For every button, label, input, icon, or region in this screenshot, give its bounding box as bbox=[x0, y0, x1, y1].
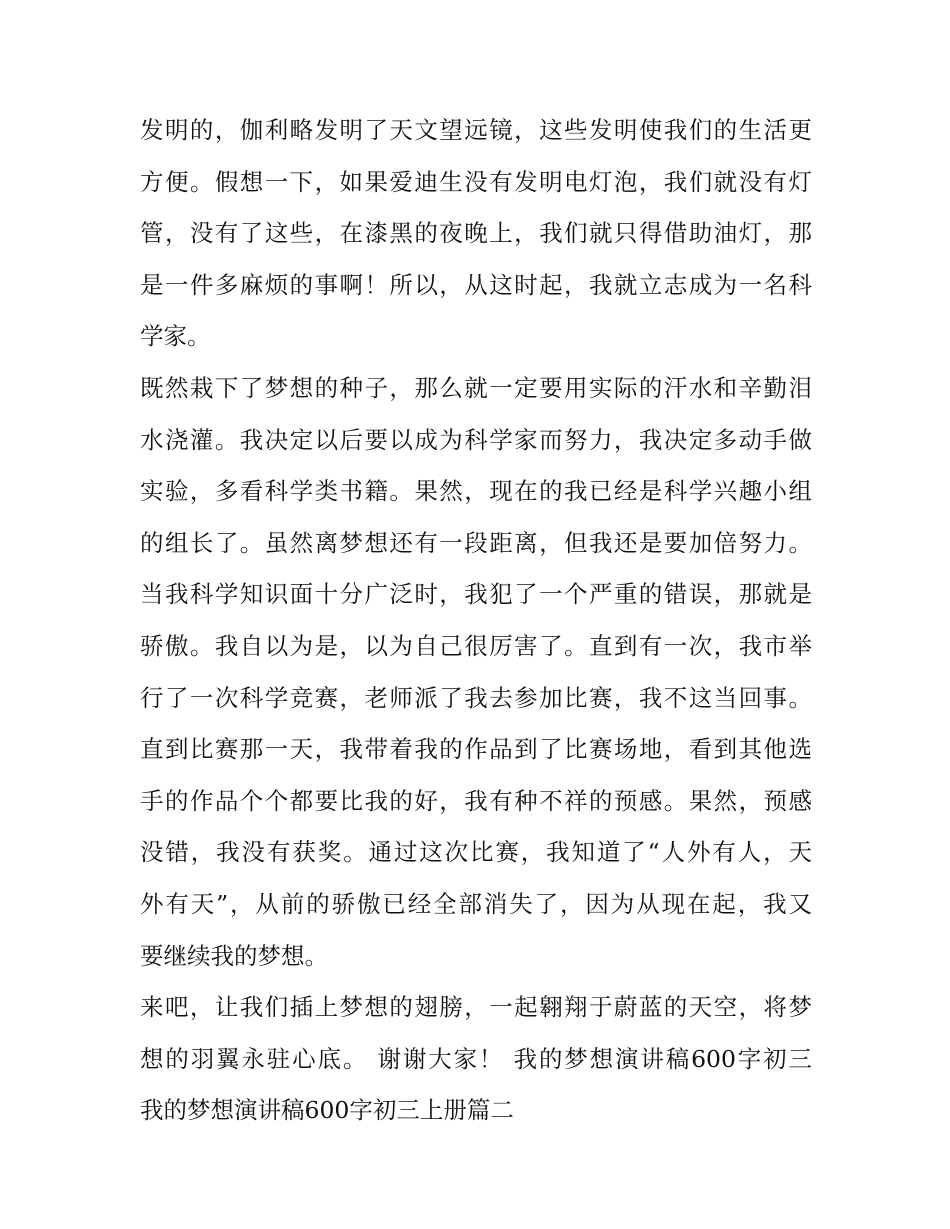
text-line-1: 发明的，伽利略发明了天文望远镜，这些发明使我们的生活更 bbox=[140, 116, 812, 144]
text-line-3: 管，没有了这些，在漆黑的夜晚上，我们就只得借助油灯，那 bbox=[140, 219, 812, 248]
text-line-10: 当我科学知识面十分广泛时，我犯了一个严重的错误，那就是 bbox=[140, 580, 812, 609]
text-line-14: 手的作品个个都要比我的好，我有种不祥的预感。果然，预感 bbox=[140, 786, 812, 815]
text-line-19: 想的羽翼永驻心底。 谢谢大家！ 我的梦想演讲稿600字初三 bbox=[140, 1044, 812, 1073]
text-line-5: 学家。 bbox=[140, 322, 211, 351]
text-line-7: 水浇灌。我决定以后要以成为科学家而努力，我决定多动手做 bbox=[140, 425, 812, 454]
text-line-18: 来吧，让我们插上梦想的翅膀，一起翱翔于蔚蓝的天空，将梦 bbox=[140, 993, 812, 1022]
text-line-13: 直到比赛那一天，我带着我的作品到了比赛场地，看到其他选 bbox=[140, 735, 812, 764]
body-text bbox=[140, 108, 820, 1140]
text-line-16: 外有天”，从前的骄傲已经全部消失了，因为从现在起，我又 bbox=[140, 889, 812, 918]
text-line-8: 实验，多看科学类书籍。果然，现在的我已经是科学兴趣小组 bbox=[140, 477, 812, 506]
text-line-20: 我的梦想演讲稿600字初三上册篇二 bbox=[140, 1096, 514, 1125]
text-line-11: 骄傲。我自以为是，以为自己很厉害了。直到有一次，我市举 bbox=[140, 631, 812, 660]
text-line-2: 方便。假想一下，如果爱迪生没有发明电灯泡，我们就没有灯 bbox=[140, 167, 812, 196]
text-line-4: 是一件多麻烦的事啊！所以，从这时起，我就立志成为一名科 bbox=[140, 270, 812, 299]
text-line-9: 的组长了。虽然离梦想还有一段距离，但我还是要加倍努力。 bbox=[140, 528, 812, 557]
text-line-12: 行了一次科学竞赛，老师派了我去参加比赛，我不这当回事。 bbox=[140, 683, 812, 712]
text-line-15: 没错，我没有获奖。通过这次比赛，我知道了“人外有人，天 bbox=[140, 838, 812, 867]
text-line-17: 要继续我的梦想。 bbox=[140, 941, 328, 970]
text-line-6: 既然栽下了梦想的种子，那么就一定要用实际的汗水和辛勤泪 bbox=[140, 373, 812, 402]
